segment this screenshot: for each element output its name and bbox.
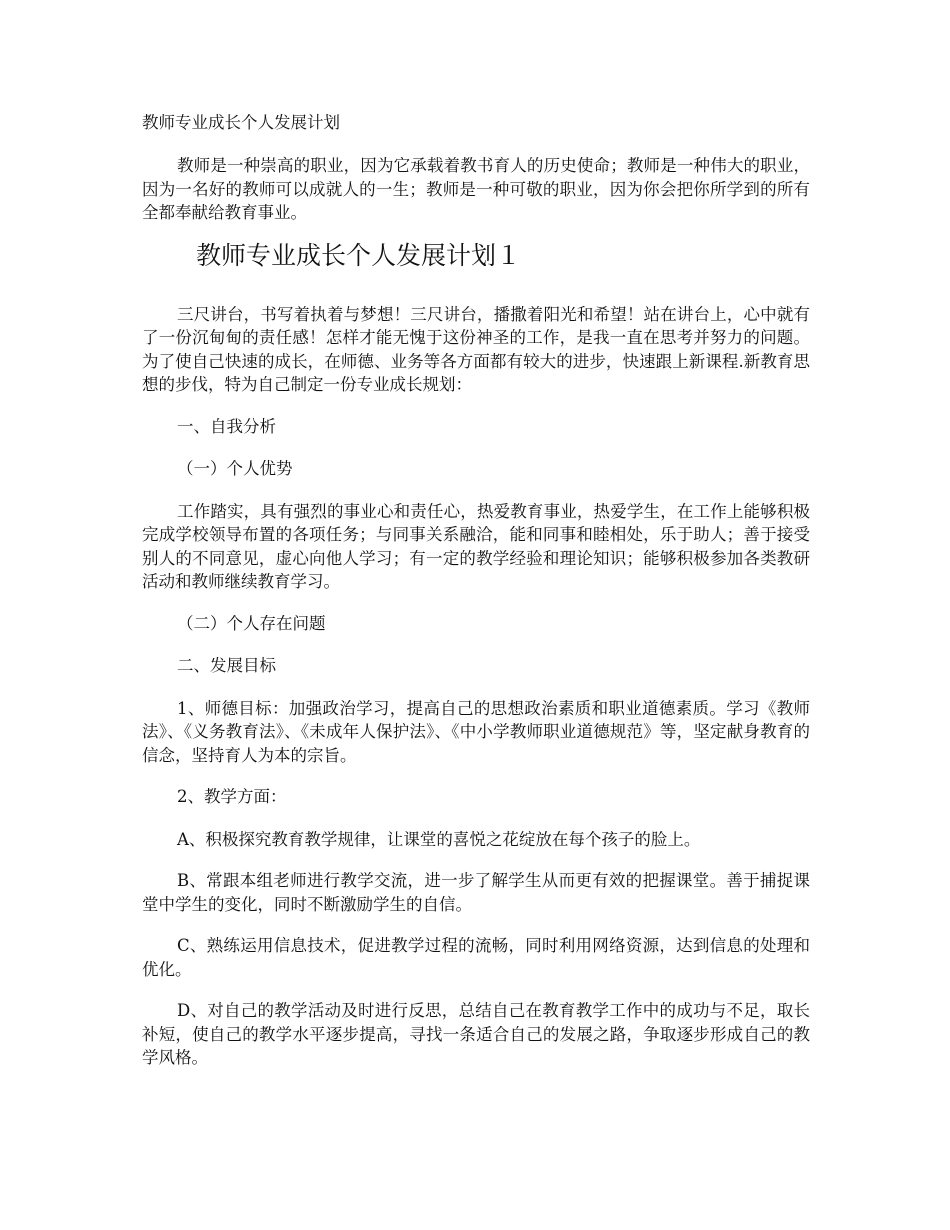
document-page bbox=[142, 110, 810, 1088]
paragraph-opening: 三尺讲台，书写着执着与梦想！三尺讲台，播撒着阳光和希望！站在讲台上，心中就有了一份沉甸甸的责任感！怎样才能无愧于这份神圣的工作，是我一直在思考并努力的问题。为了使自己快速的成长，在师德、业务等各方面都有较大的进步，快速跟上新课程.新教育思想的步伐，特为自己制定一份专业成长规划： bbox=[142, 304, 810, 394]
paragraph-strengths: 工作踏实，具有强烈的事业心和责任心，热爱教育事业，热爱学生，在工作上能够积极完成学校领导布置的各项任务；与同事关系融洽，能和同事和睦相处，乐于助人；善于接受别人的不同意见，虚心向他人学习；有一定的教学经验和理论知识；能够积极参加各类教研活动和教师继续教育学习。 bbox=[142, 501, 810, 591]
heading-teaching: 2、教学方面： bbox=[177, 787, 287, 806]
heading-goals: 二、发展目标 bbox=[177, 656, 276, 675]
subheading-strengths: （一）个人优势 bbox=[177, 459, 293, 478]
heading-self-analysis: 一、自我分析 bbox=[177, 416, 276, 436]
intro-paragraph: 教师是一种崇高的职业，因为它承载着教书育人的历史使命；教师是一种伟大的职业，因为一名好的教师可以成就人的一生；教师是一种可敬的职业，因为你会把你所学到的所有全都奉献给教育事业。 bbox=[142, 156, 810, 222]
document-title: 教师专业成长个人发展计划 bbox=[142, 113, 340, 132]
paragraph-ethics-goal: 1、师德目标：加强政治学习，提高自己的思想政治素质和职业道德素质。学习《教师法》、《义务教育法》、《未成年人保护法》、《中小学教师职业道德规范》等，坚定献身教育的信念，坚持育人为本的宗旨。 bbox=[142, 698, 810, 765]
paragraph-item-d: D、对自己的教学活动及时进行反思，总结自己在教育教学工作中的成功与不足，取长补短，使自己的教学水平逐步提高，寻找一条适合自己的发展之路，争取逐步形成自己的教学风格。 bbox=[142, 1001, 810, 1067]
paragraph-item-a: A、积极探究教育教学规律，让课堂的喜悦之花绽放在每个孩子的脸上。 bbox=[177, 829, 701, 849]
paragraph-item-b: B、常跟本组老师进行教学交流，进一步了解学生从而更有效的把握课堂。善于捕捉课堂中学生的变化，同时不断激励学生的自信。 bbox=[142, 871, 810, 914]
section-heading: 教师专业成长个人发展计划１ bbox=[196, 240, 522, 270]
subheading-problems: （二）个人存在问题 bbox=[177, 613, 326, 633]
paragraph-item-c: C、熟练运用信息技术，促进教学过程的流畅，同时利用网络资源，达到信息的处理和优化。 bbox=[142, 936, 810, 979]
